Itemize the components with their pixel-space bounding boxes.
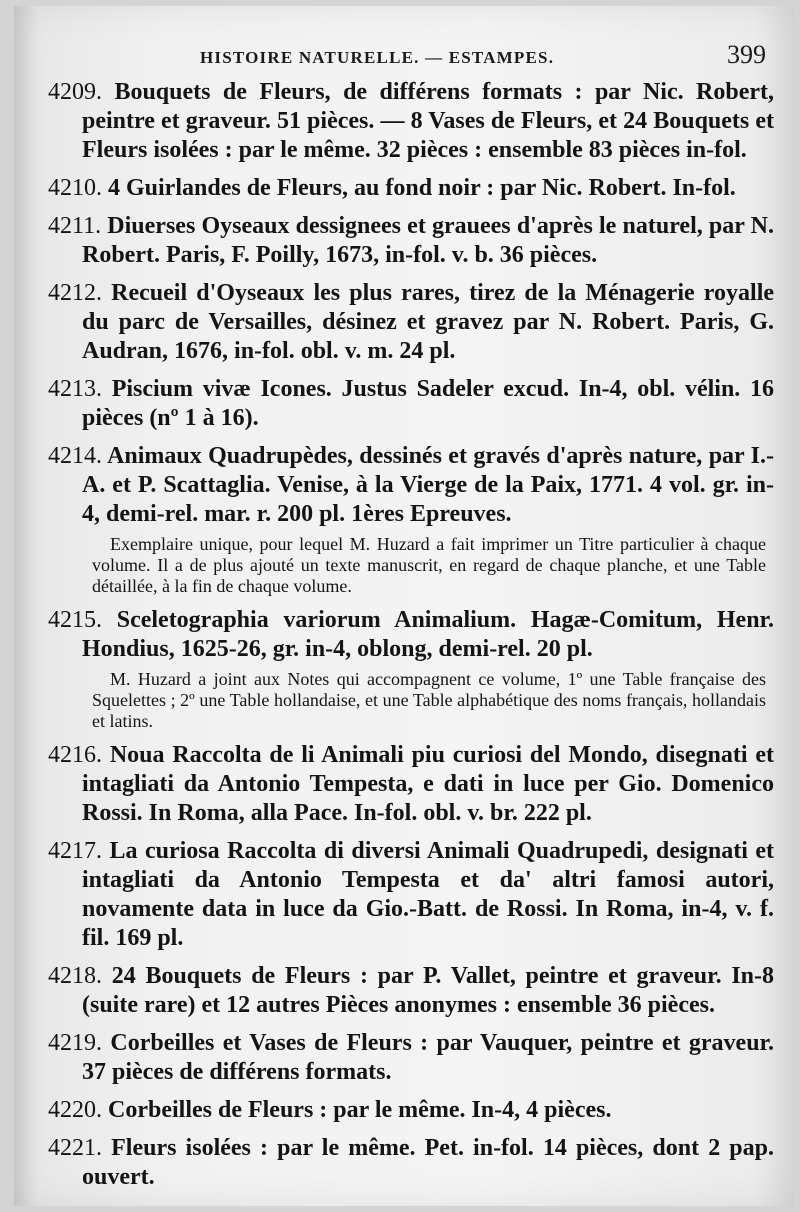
entry-note: Exemplaire unique, pour lequel M. Huzard a fait imprimer un Titre particulier à chaque volume. Il a de plus ajouté un texte manuscrit, en regard de chaque planche, et une Table détaillée, à la fin de chaque volume. xyxy=(92,534,766,596)
entry-text: Bouquets de Fleurs, de différens formats : par Nic. Robert, peintre et graveur. 51 pièces. — 8 Vases de Fleurs, et 24 Bouquets et Fleurs isolées : par le même. 32 pièces : ensemble 83 pièces in-fol. xyxy=(82,79,774,163)
entry-number: 4221. xyxy=(48,1135,102,1161)
catalogue-entry xyxy=(48,78,774,165)
entry-number: 4217. xyxy=(48,838,102,864)
catalogue-entry xyxy=(48,1029,774,1087)
catalogue-entry xyxy=(48,442,774,529)
entry-text: Corbeilles de Fleurs : par le même. In-4, 4 pièces. xyxy=(108,1097,612,1123)
catalogue-entry xyxy=(48,962,774,1020)
entry-text: Fleurs isolées : par le même. Pet. in-fol. 14 pièces, dont 2 pap. ouvert. xyxy=(82,1135,775,1190)
entry-text: Recueil d'Oyseaux les plus rares, tirez de la Ménagerie royalle du parc de Versailles, désinez et gravez par N. Robert. Paris, G. Audran, 1676, in-fol. obl. v. m. 24 pl. xyxy=(82,280,775,364)
entry-number: 4219. xyxy=(48,1030,102,1056)
entry-number: 4214. xyxy=(48,443,102,469)
page-header xyxy=(50,36,774,76)
catalogue-entry xyxy=(48,837,774,953)
entry-text: Corbeilles et Vases de Fleurs : par Vauquer, peintre et graveur. 37 pièces de différens formats. xyxy=(82,1030,775,1085)
entry-text: La curiosa Raccolta di diversi Animali Quadrupedi, designati et intagliati da Antonio Tempesta et da' altri famosi autori, novamente data in luce da Gio.-Batt. de Rossi. In Roma, in-4, v. f. fil. 169 pl. xyxy=(82,838,775,951)
entry-text: Piscium vivæ Icones. Justus Sadeler excud. In-4, obl. vélin. 16 pièces (nº 1 à 16). xyxy=(82,376,775,431)
catalogue-entry xyxy=(48,174,774,203)
entry-number: 4213. xyxy=(48,376,102,402)
catalogue-entry xyxy=(48,741,774,828)
catalogue-entry xyxy=(48,606,774,664)
entry-text: Diuerses Oyseaux dessignees et grauees d'après le naturel, par N. Robert. Paris, F. Poilly, 1673, in-fol. v. b. 36 pièces. xyxy=(82,213,775,268)
entry-text: Sceletographia variorum Animalium. Hagæ-Comitum, Henr. Hondius, 1625-26, gr. in-4, oblong, demi-rel. 20 pl. xyxy=(82,607,774,662)
catalogue-entries xyxy=(48,78,774,1201)
entry-number: 4218. xyxy=(48,963,102,989)
catalogue-entry xyxy=(48,212,774,270)
entry-number: 4215. xyxy=(48,607,102,633)
page-number: 399 xyxy=(727,40,766,69)
book-page xyxy=(14,6,794,1206)
running-head: HISTOIRE NATURELLE. — ESTAMPES. xyxy=(200,48,555,67)
entry-number: 4216. xyxy=(48,742,102,768)
catalogue-entry xyxy=(48,375,774,433)
entry-text: 24 Bouquets de Fleurs : par P. Vallet, peintre et graveur. In-8 (suite rare) et 12 autres Pièces anonymes : ensemble 36 pièces. xyxy=(82,963,775,1018)
entry-number: 4212. xyxy=(48,280,102,306)
catalogue-entry xyxy=(48,279,774,366)
entry-number: 4220. xyxy=(48,1097,102,1123)
catalogue-entry xyxy=(48,1134,774,1192)
entry-number: 4211. xyxy=(48,213,102,239)
catalogue-entry xyxy=(48,1096,774,1125)
entry-text: Animaux Quadrupèdes, dessinés et gravés d'après nature, par I.-A. et P. Scattaglia. Venise, à la Vierge de la Paix, 1771. 4 vol. gr. in-4, demi-rel. mar. r. 200 pl. 1ères Epreuves. xyxy=(82,443,774,527)
entry-text: 4 Guirlandes de Fleurs, au fond noir : par Nic. Robert. In-fol. xyxy=(108,175,736,201)
entry-note: M. Huzard a joint aux Notes qui accompagnent ce volume, 1º une Table française des Squelettes ; 2º une Table hollandaise, et une Table alphabétique des noms français, hollandais et latins. xyxy=(92,669,766,731)
entry-number: 4209. xyxy=(48,79,102,105)
entry-text: Noua Raccolta de li Animali piu curiosi del Mondo, disegnati et intagliati da Antonio Tempesta, e dati in luce per Gio. Domenico Rossi. In Roma, alla Pace. In-fol. obl. v. br. 222 pl. xyxy=(82,742,775,826)
entry-number: 4210. xyxy=(48,175,102,201)
